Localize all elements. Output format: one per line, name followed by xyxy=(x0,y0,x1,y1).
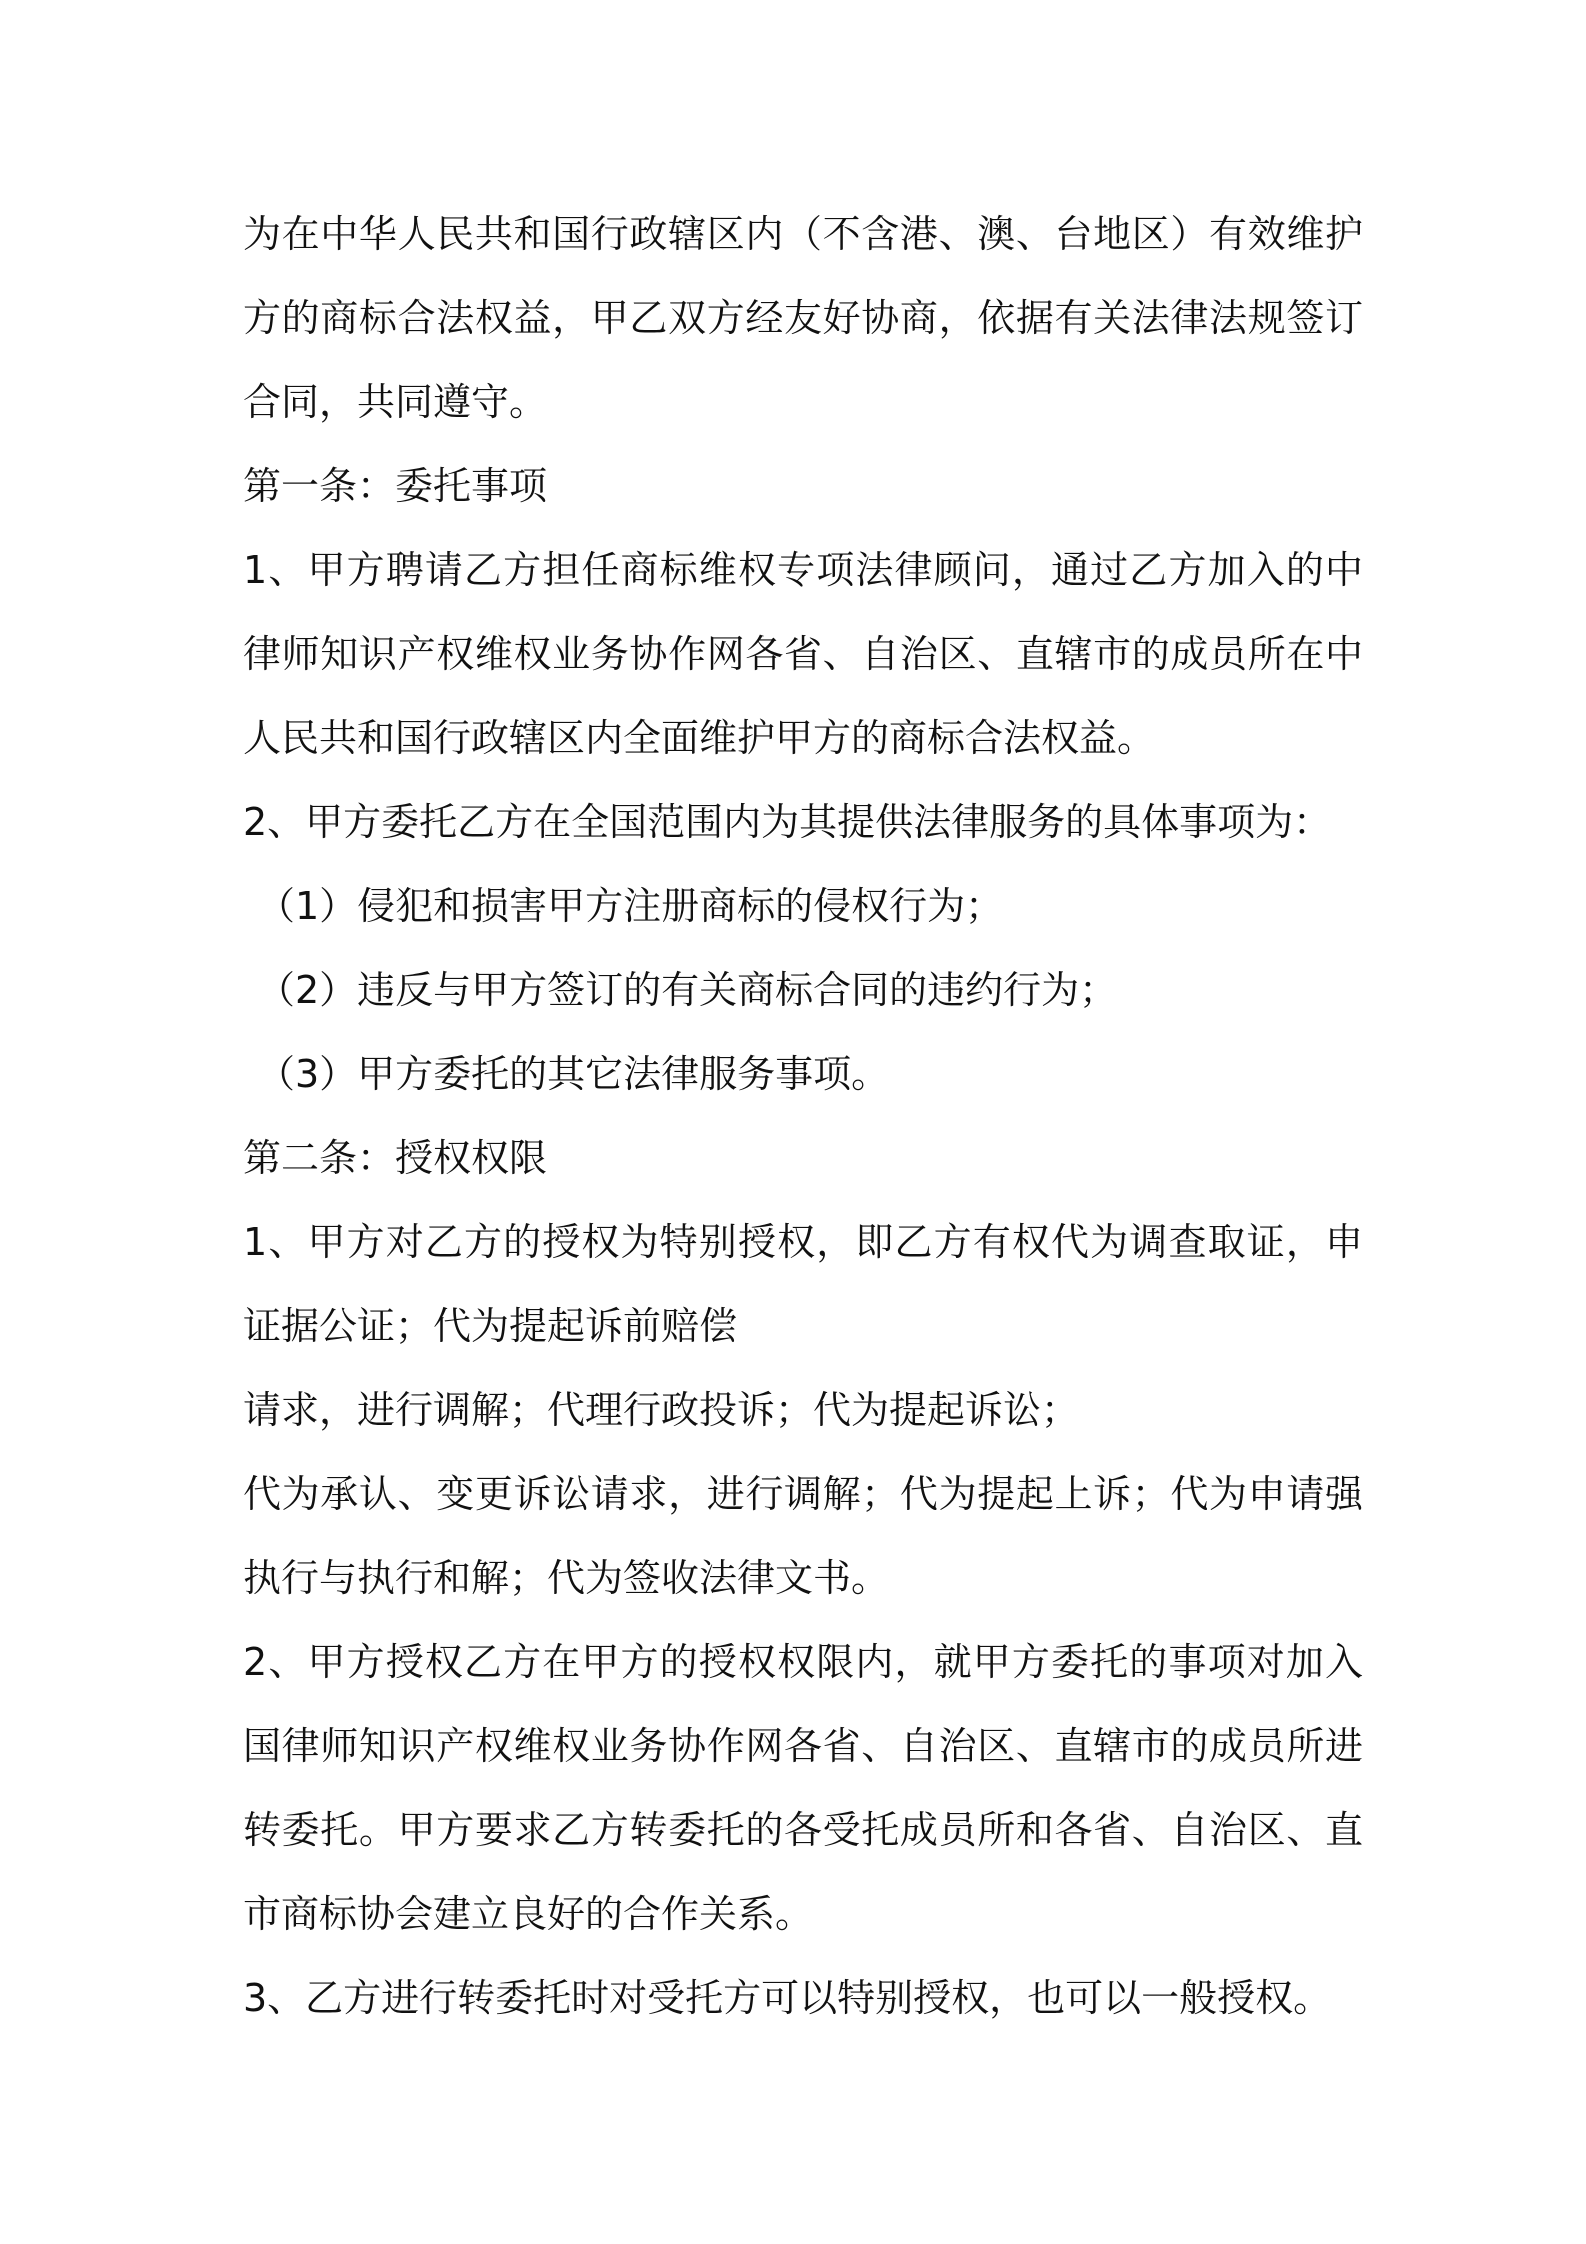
text-line: 请求，进行调解；代理行政投诉；代为提起诉讼； xyxy=(243,1388,1080,1432)
text-line: 3、乙方进行转委托时对受托方可以特别授权，也可以一般授权。 xyxy=(243,1976,1332,2020)
text-line: 代为承认、变更诉讼请求，进行调解；代为提起上诉；代为申请强 xyxy=(243,1472,1363,1516)
text-line: 第一条：委托事项 xyxy=(243,464,548,508)
text-line: 人民共和国行政辖区内全面维护甲方的商标合法权益。 xyxy=(243,716,1156,760)
text-line: 2、甲方委托乙方在全国范围内为其提供法律服务的具体事项为： xyxy=(243,800,1332,844)
text-line: 为在中华人民共和国行政辖区内（不含港、澳、台地区）有效维护 xyxy=(243,212,1363,256)
text-line: 1、甲方对乙方的授权为特别授权，即乙方有权代为调查取证，申 xyxy=(243,1220,1363,1264)
text-line: 方的商标合法权益，甲乙双方经友好协商，依据有关法律法规签订 xyxy=(243,296,1363,340)
document-body xyxy=(243,192,1363,2040)
text-line: 第二条：授权权限 xyxy=(243,1136,548,1180)
text-line: 证据公证；代为提起诉前赔偿 xyxy=(243,1304,738,1348)
text-line: 国律师知识产权维权业务协作网各省、自治区、直辖市的成员所进 xyxy=(243,1724,1363,1768)
text-line: （3）甲方委托的其它法律服务事项。 xyxy=(257,1052,890,1096)
text-line: 转委托。甲方要求乙方转委托的各受托成员所和各省、自治区、直 xyxy=(243,1808,1363,1852)
text-line: （2）违反与甲方签订的有关商标合同的违约行为； xyxy=(257,968,1118,1012)
text-line: （1）侵犯和损害甲方注册商标的侵权行为； xyxy=(257,884,1004,928)
text-line: 市商标协会建立良好的合作关系。 xyxy=(243,1892,814,1936)
text-line: 合同，共同遵守。 xyxy=(243,380,548,424)
text-line: 律师知识产权维权业务协作网各省、自治区、直辖市的成员所在中 xyxy=(243,632,1363,676)
text-line: 执行与执行和解；代为签收法律文书。 xyxy=(243,1556,890,1600)
text-line: 1、甲方聘请乙方担任商标维权专项法律顾问，通过乙方加入的中 xyxy=(243,548,1363,592)
text-line: 2、甲方授权乙方在甲方的授权权限内，就甲方委托的事项对加入 xyxy=(243,1640,1363,1684)
